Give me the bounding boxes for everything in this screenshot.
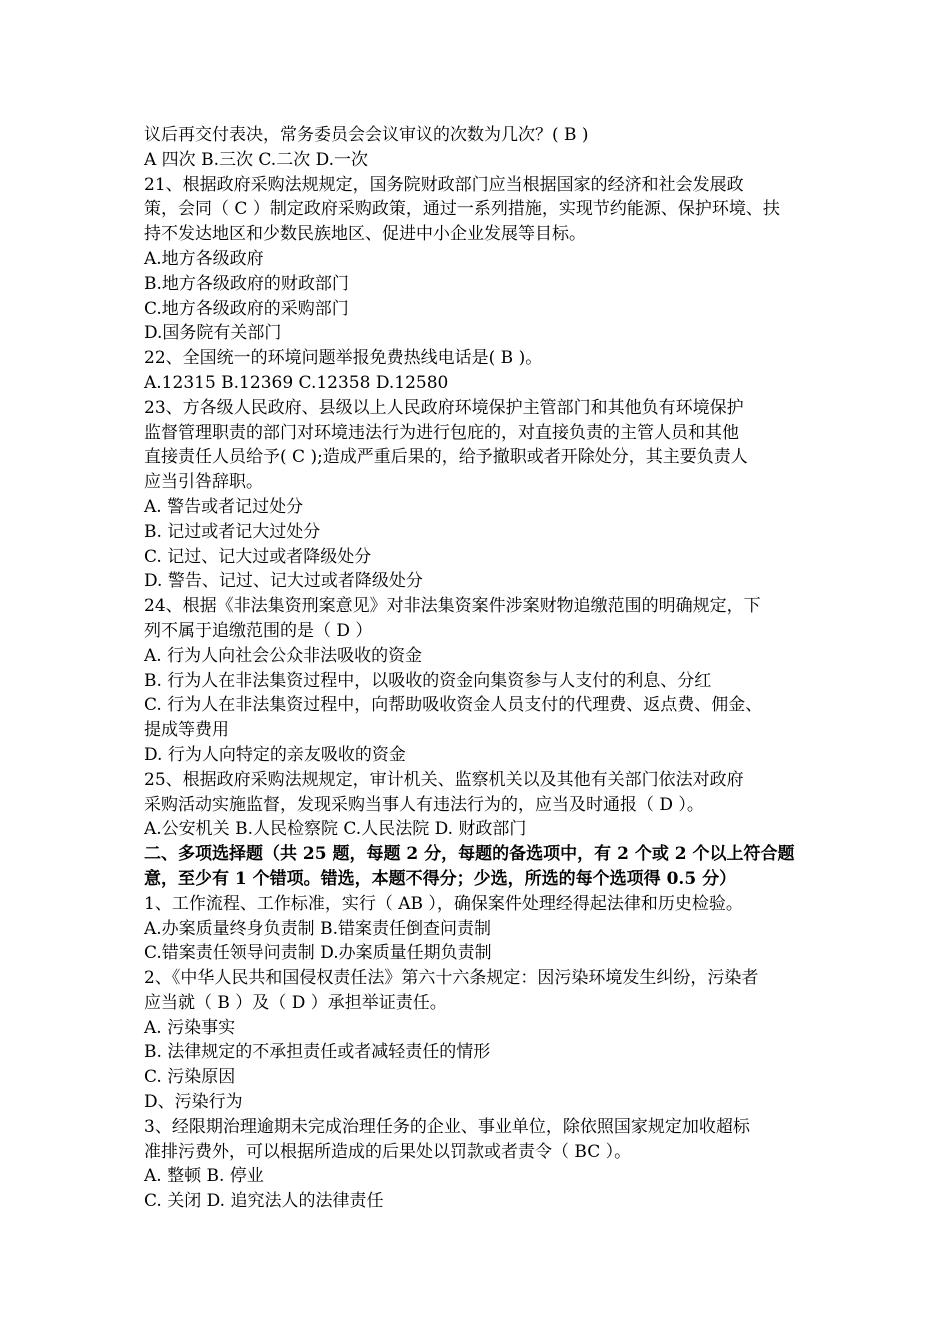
text-line: B. 行为人在非法集资过程中，以吸收的资金向集资参与人支付的利息、分红 [144, 670, 712, 691]
text-line: C. 行为人在非法集资过程中，向帮助吸收资金人员支付的代理费、返点费、佣金、 [144, 695, 763, 716]
text-line: 24、根据《非法集资刑案意见》对非法集资案件涉案财物追缴范围的明确规定，下 [144, 596, 761, 617]
text-line: A. 行为人向社会公众非法吸收的资金 [144, 645, 423, 666]
text-line: C. 记过、记大过或者降级处分 [144, 546, 372, 567]
text-line: A.地方各级政府 [144, 248, 264, 269]
text-line: A.12315 B.12369 C.12358 D.12580 [144, 372, 449, 393]
text-line: 列不属于追缴范围的是（ D ） [144, 620, 373, 641]
text-line: 持不发达地区和少数民族地区、促进中小企业发展等目标。 [144, 224, 586, 245]
text-line: 3、经限期治理逾期未完成治理任务的企业、事业单位，除依照国家规定加收超标 [144, 1116, 750, 1137]
text-line: D、污染行为 [144, 1092, 243, 1113]
section-heading-line: 二、多项选择题（共 25 题，每题 2 分，每题的备选项中，有 2 个或 2 个以上符合题 [144, 844, 795, 865]
text-line: 23、方各级人民政府、县级以上人民政府环境保护主管部门和其他负有环境保护 [144, 397, 744, 418]
text-line: 1、工作流程、工作标准，实行（ AB ），确保案件处理经得起法律和历史检验。 [144, 893, 743, 914]
text-line: B.地方各级政府的财政部门 [144, 273, 349, 294]
text-line: C. 关闭 D. 追究法人的法律责任 [144, 1191, 384, 1212]
text-line: 采购活动实施监督，发现采购当事人有违法行为的，应当及时通报（ D ）。 [144, 794, 704, 815]
text-line: 直接责任人员给予( C );造成严重后果的，给予撤职或者开除处分，其主要负责人 [144, 447, 748, 468]
text-line: A.公安机关 B.人民检察院 C.人民法院 D. 财政部门 [144, 819, 527, 840]
text-line: 21、根据政府采购法规规定，国务院财政部门应当根据国家的经济和社会发展政 [144, 174, 744, 195]
text-line: 监督管理职责的部门对环境违法行为进行包庇的，对直接负责的主管人员和其他 [144, 422, 739, 443]
text-line: B. 法律规定的不承担责任或者减轻责任的情形 [144, 1042, 491, 1063]
text-line: 2、《中华人民共和国侵权责任法》第六十六条规定：因污染环境发生纠纷，污染者 [144, 968, 759, 989]
text-line: B. 记过或者记大过处分 [144, 521, 321, 542]
text-line: A. 警告或者记过处分 [144, 496, 304, 517]
text-line: A. 污染事实 [144, 1017, 236, 1038]
text-line: D. 行为人向特定的亲友吸收的资金 [144, 744, 406, 765]
text-line: D. 警告、记过、记大过或者降级处分 [144, 571, 423, 592]
text-line: C.地方各级政府的采购部门 [144, 298, 349, 319]
text-line: C.错案责任领导问责制 D.办案质量任期负责制 [144, 943, 492, 964]
text-line: A. 整顿 B. 停业 [144, 1166, 264, 1187]
text-line: C. 污染原因 [144, 1067, 236, 1088]
document-body [144, 123, 814, 1214]
text-line: D.国务院有关部门 [144, 323, 282, 344]
text-line: 策，会同（ C ）制定政府采购政策，通过一系列措施，实现节约能源、保护环境、扶 [144, 199, 780, 220]
text-line: 22、全国统一的环境问题举报免费热线电话是( B )。 [144, 348, 543, 369]
text-line: 应当就（ B ）及（ D ）承担举证责任。 [144, 992, 447, 1013]
text-line: 准排污费外，可以根据所造成的后果处以罚款或者责令（ BC ）。 [144, 1141, 632, 1162]
text-line: 议后再交付表决，常务委员会会议审议的次数为几次？( B ) [144, 125, 589, 145]
text-line: 25、根据政府采购法规规定，审计机关、监察机关以及其他有关部门依法对政府 [144, 769, 744, 790]
text-line: 提成等费用 [144, 720, 229, 741]
text-line: 应当引咎辞职。 [144, 472, 263, 493]
text-line: A.办案质量终身负责制 B.错案责任倒查问责制 [144, 918, 491, 939]
text-line: A 四次 B.三次 C.二次 D.一次 [144, 149, 369, 170]
section-heading-line: 意，至少有 1 个错项。错选，本题不得分；少选，所选的每个选项得 0.5 分） [144, 868, 737, 889]
